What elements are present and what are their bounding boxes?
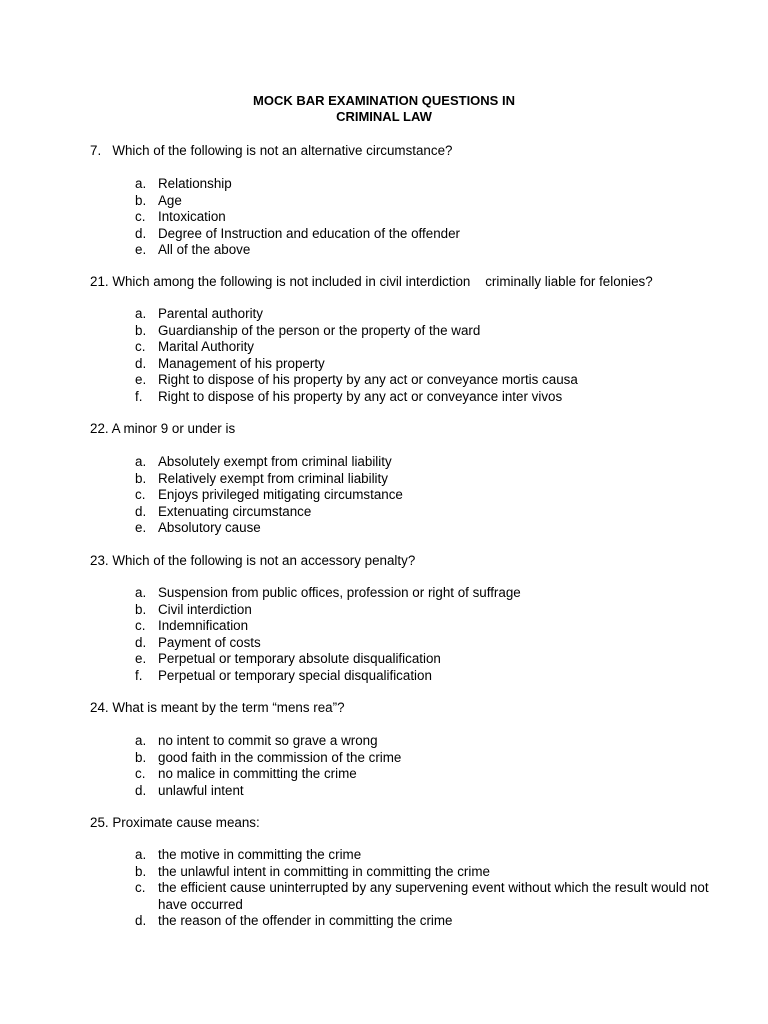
option-text: Perpetual or temporary special disqualification xyxy=(158,667,432,683)
answer-option xyxy=(135,372,718,389)
option-letter: c. xyxy=(135,209,146,224)
option-letter: d. xyxy=(135,503,147,519)
answer-option xyxy=(135,471,718,488)
answer-option xyxy=(135,193,718,210)
option-letter: e. xyxy=(135,520,147,535)
option-letter: f. xyxy=(135,388,143,404)
option-letter: d. xyxy=(135,634,147,650)
option-text: Perpetual or temporary absolute disqualification xyxy=(158,651,441,666)
answer-option xyxy=(135,454,718,471)
option-letter: c. xyxy=(135,618,146,633)
option-letter: d. xyxy=(135,355,147,371)
option-text: Enjoys privileged mitigating circumstance xyxy=(158,487,403,502)
option-letter: c. xyxy=(135,880,146,895)
option-text: Right to dispose of his property by any act or conveyance inter vivos xyxy=(158,388,563,404)
option-letter: f. xyxy=(135,667,143,683)
option-text: Relatively exempt from criminal liability xyxy=(158,470,388,486)
question-stem: 25. Proximate cause means: xyxy=(90,815,260,830)
option-letter: b. xyxy=(135,192,147,208)
option-text: Absolutory cause xyxy=(158,520,261,535)
option-text: Age xyxy=(158,192,182,208)
answer-option xyxy=(135,209,718,226)
option-letter: c. xyxy=(135,487,146,502)
question-stem: 24. What is meant by the term “mens rea”? xyxy=(90,700,345,715)
answer-option xyxy=(135,339,718,356)
option-text: the reason of the offender in committing the crime xyxy=(158,913,453,928)
option-letter: e. xyxy=(135,242,147,257)
option-letter: e. xyxy=(135,372,147,387)
option-letter: b. xyxy=(135,863,147,879)
option-text: Intoxication xyxy=(158,209,226,224)
question-block xyxy=(90,553,690,683)
option-text: no malice in committing the crime xyxy=(158,766,357,781)
option-text: Indemnification xyxy=(158,618,249,633)
answer-option xyxy=(135,356,718,373)
answer-option xyxy=(135,520,718,537)
answer-option xyxy=(135,847,718,864)
option-letter: b. xyxy=(135,322,147,338)
option-text: Payment of costs xyxy=(158,634,261,650)
option-letter: b. xyxy=(135,470,147,486)
answer-option xyxy=(135,733,718,750)
answer-options xyxy=(135,306,718,405)
answer-options xyxy=(135,454,718,537)
option-letter: c. xyxy=(135,339,146,354)
option-text: unlawful intent xyxy=(158,782,244,798)
option-letter: a. xyxy=(135,176,147,191)
option-text: good faith in the commission of the crime xyxy=(158,749,402,765)
answer-option xyxy=(135,504,718,521)
option-text: the unlawful intent in committing in committing the crime xyxy=(158,863,490,879)
answer-option xyxy=(135,389,718,406)
option-letter: c. xyxy=(135,766,146,781)
answer-option xyxy=(135,913,718,930)
answer-option xyxy=(135,668,718,685)
option-letter: a. xyxy=(135,733,147,748)
answer-option xyxy=(135,242,718,259)
option-letter: a. xyxy=(135,585,147,600)
option-text: Civil interdiction xyxy=(158,601,252,617)
answer-option xyxy=(135,635,718,652)
answer-option xyxy=(135,226,718,243)
option-letter: d. xyxy=(135,913,147,928)
question-stem: 23. Which of the following is not an accessory penalty? xyxy=(90,553,416,568)
answer-option xyxy=(135,306,718,323)
option-letter: d. xyxy=(135,782,147,798)
answer-options xyxy=(135,847,718,930)
document-title-line-1: MOCK BAR EXAMINATION QUESTIONS IN xyxy=(253,93,515,108)
answer-options xyxy=(135,585,718,684)
answer-option xyxy=(135,487,718,504)
option-text: Degree of Instruction and education of the offender xyxy=(158,225,460,241)
question-stem: 21. Which among the following is not included in civil interdiction criminally liable for felonies? xyxy=(90,274,653,289)
question-block xyxy=(90,815,709,928)
answer-options xyxy=(135,733,718,799)
option-letter: e. xyxy=(135,651,147,666)
option-letter: a. xyxy=(135,454,147,469)
answer-option xyxy=(135,880,718,913)
option-letter: a. xyxy=(135,847,147,862)
answer-option xyxy=(135,585,718,602)
option-text: All of the above xyxy=(158,242,251,257)
option-text: no intent to commit so grave a wrong xyxy=(158,733,378,748)
option-text: Marital Authority xyxy=(158,339,255,354)
answer-option xyxy=(135,618,718,635)
document-title-line-2: CRIMINAL LAW xyxy=(336,109,432,124)
option-letter: a. xyxy=(135,306,147,321)
question-stem: 22. A minor 9 or under is xyxy=(90,421,236,436)
option-text: Management of his property xyxy=(158,355,325,371)
answer-option xyxy=(135,323,718,340)
option-letter: d. xyxy=(135,225,147,241)
option-text: Extenuating circumstance xyxy=(158,503,312,519)
option-text: Absolutely exempt from criminal liability xyxy=(158,454,392,469)
option-text: Suspension from public offices, profession or right of suffrage xyxy=(158,585,521,600)
answer-option xyxy=(135,783,718,800)
answer-option xyxy=(135,864,718,881)
answer-option xyxy=(135,602,718,619)
option-text: Parental authority xyxy=(158,306,263,321)
question-block xyxy=(90,143,690,257)
answer-options xyxy=(135,176,718,259)
answer-option xyxy=(135,651,718,668)
option-text: Relationship xyxy=(158,176,232,191)
answer-option xyxy=(135,750,718,767)
question-block xyxy=(90,274,690,404)
question-stem: 7. Which of the following is not an alternative circumstance? xyxy=(90,143,453,158)
option-text: Right to dispose of his property by any act or conveyance mortis causa xyxy=(158,372,578,387)
option-text: the motive in committing the crime xyxy=(158,847,362,862)
answer-option xyxy=(135,766,718,783)
answer-option xyxy=(135,176,718,193)
question-block xyxy=(90,700,690,798)
option-letter: b. xyxy=(135,601,147,617)
option-letter: b. xyxy=(135,749,147,765)
question-block xyxy=(90,421,690,535)
option-text: Guardianship of the person or the property of the ward xyxy=(158,322,481,338)
option-text: the efficient cause uninterrupted by any supervening event without which the result would not have occurred xyxy=(158,880,709,912)
